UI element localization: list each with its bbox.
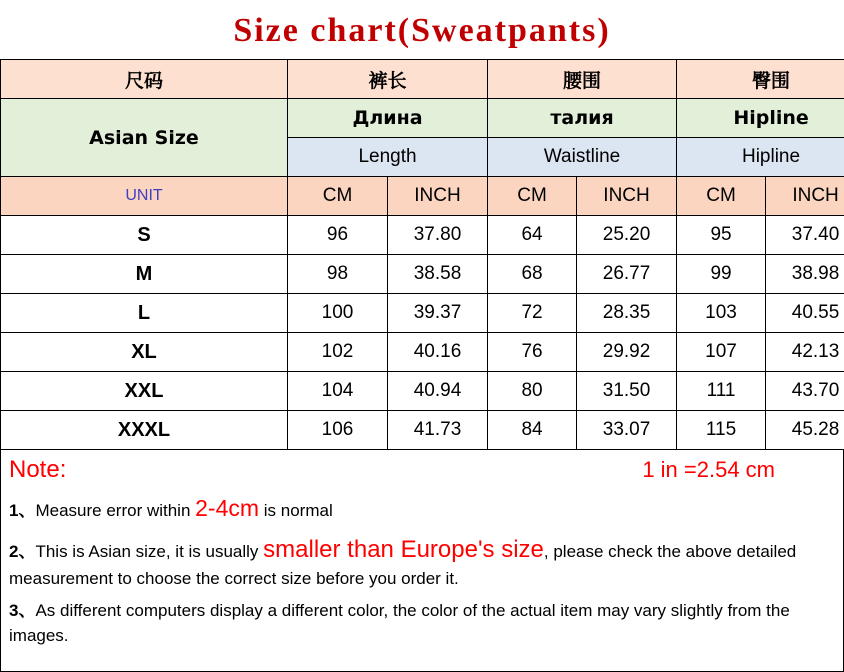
header-ru-hipline: Hipline [677, 99, 844, 138]
cell-length-inch: 38.58 [388, 255, 488, 294]
note-1-number: 1、 [9, 501, 36, 521]
cell-hip-cm: 99 [677, 255, 766, 294]
cell-waist-inch: 33.07 [577, 411, 677, 450]
cell-waist-inch: 29.92 [577, 333, 677, 372]
table-row [1, 216, 844, 255]
header-en-length: Length [288, 138, 488, 177]
size-table [0, 59, 844, 450]
unit-waist-inch: INCH [577, 177, 677, 216]
note-3-text: As different computers display a different color, the color of the actual item may vary slightly from the images. [9, 600, 790, 645]
header-ru-waistline: талия [488, 99, 677, 138]
note-1-highlight: 2-4cm [195, 495, 260, 522]
page-title: Size chart(Sweatpants) [233, 12, 611, 49]
cell-hip-cm: 103 [677, 294, 766, 333]
notes-title: Note: [9, 456, 67, 484]
cell-length-inch: 40.94 [388, 372, 488, 411]
header-en-waistline: Waistline [488, 138, 677, 177]
note-2-part1: This is Asian size, it is usually [35, 541, 264, 561]
header-en-hipline: Hipline [677, 138, 844, 177]
cell-waist-cm: 80 [488, 372, 577, 411]
cell-waist-cm: 72 [488, 294, 577, 333]
unit-waist-cm: CM [488, 177, 577, 216]
cell-waist-inch: 31.50 [577, 372, 677, 411]
note-3-number: 3、 [9, 600, 36, 620]
note-2-number: 2、 [9, 541, 36, 561]
note-item-1 [9, 492, 835, 525]
cell-waist-inch: 28.35 [577, 294, 677, 333]
unit-length-inch: INCH [388, 177, 488, 216]
unit-hip-cm: CM [677, 177, 766, 216]
row-size-label: S [1, 216, 288, 255]
cell-length-cm: 104 [288, 372, 388, 411]
header-cn-length: 裤长 [288, 60, 488, 99]
notes-section [0, 450, 844, 672]
cell-hip-inch: 37.40 [766, 216, 844, 255]
unit-length-cm: CM [288, 177, 388, 216]
cell-length-cm: 98 [288, 255, 388, 294]
cell-hip-inch: 43.70 [766, 372, 844, 411]
cell-waist-cm: 64 [488, 216, 577, 255]
table-row [1, 372, 844, 411]
cell-waist-inch: 25.20 [577, 216, 677, 255]
table-row [1, 294, 844, 333]
cell-hip-cm: 95 [677, 216, 766, 255]
cell-waist-cm: 68 [488, 255, 577, 294]
notes-header [9, 456, 835, 485]
cell-hip-cm: 115 [677, 411, 766, 450]
cell-length-cm: 106 [288, 411, 388, 450]
cell-length-inch: 37.80 [388, 216, 488, 255]
cell-length-inch: 40.16 [388, 333, 488, 372]
cell-length-cm: 96 [288, 216, 388, 255]
cell-hip-inch: 38.98 [766, 255, 844, 294]
note-2-part2: , please check the above detailed measurement to choose the correct size before you order it. [9, 541, 797, 589]
unit-conversion-text: 1 in =2.54 cm [642, 457, 775, 483]
row-size-label: XL [1, 333, 288, 372]
header-cn-size: 尺码 [1, 60, 288, 99]
table-row [1, 411, 844, 450]
row-size-label: M [1, 255, 288, 294]
table-row [1, 333, 844, 372]
cell-waist-cm: 84 [488, 411, 577, 450]
cell-hip-inch: 40.55 [766, 294, 844, 333]
cell-waist-cm: 76 [488, 333, 577, 372]
cell-hip-inch: 42.13 [766, 333, 844, 372]
cell-hip-inch: 45.28 [766, 411, 844, 450]
row-size-label: L [1, 294, 288, 333]
note-item-2 [9, 533, 835, 592]
row-size-label: XXXL [1, 411, 288, 450]
unit-row [1, 177, 844, 216]
cell-waist-inch: 26.77 [577, 255, 677, 294]
cell-length-inch: 39.37 [388, 294, 488, 333]
row-size-label: XXL [1, 372, 288, 411]
cell-hip-cm: 111 [677, 372, 766, 411]
cell-length-cm: 102 [288, 333, 388, 372]
note-1-part2: is normal [259, 501, 333, 521]
header-ru-length: Длина [288, 99, 488, 138]
unit-label: UNIT [1, 177, 288, 216]
header-row-cn [1, 60, 844, 99]
cell-length-inch: 41.73 [388, 411, 488, 450]
asian-size-label: Asian Size [1, 99, 288, 177]
header-cn-hipline: 臀围 [677, 60, 844, 99]
note-1-part1: Measure error within [35, 501, 196, 521]
note-item-3 [9, 599, 835, 648]
unit-hip-inch: INCH [766, 177, 844, 216]
cell-length-cm: 100 [288, 294, 388, 333]
table-row [1, 255, 844, 294]
cell-hip-cm: 107 [677, 333, 766, 372]
note-2-highlight: smaller than Europe's size [263, 535, 544, 563]
header-cn-waistline: 腰围 [488, 60, 677, 99]
header-row-ru [1, 99, 844, 138]
